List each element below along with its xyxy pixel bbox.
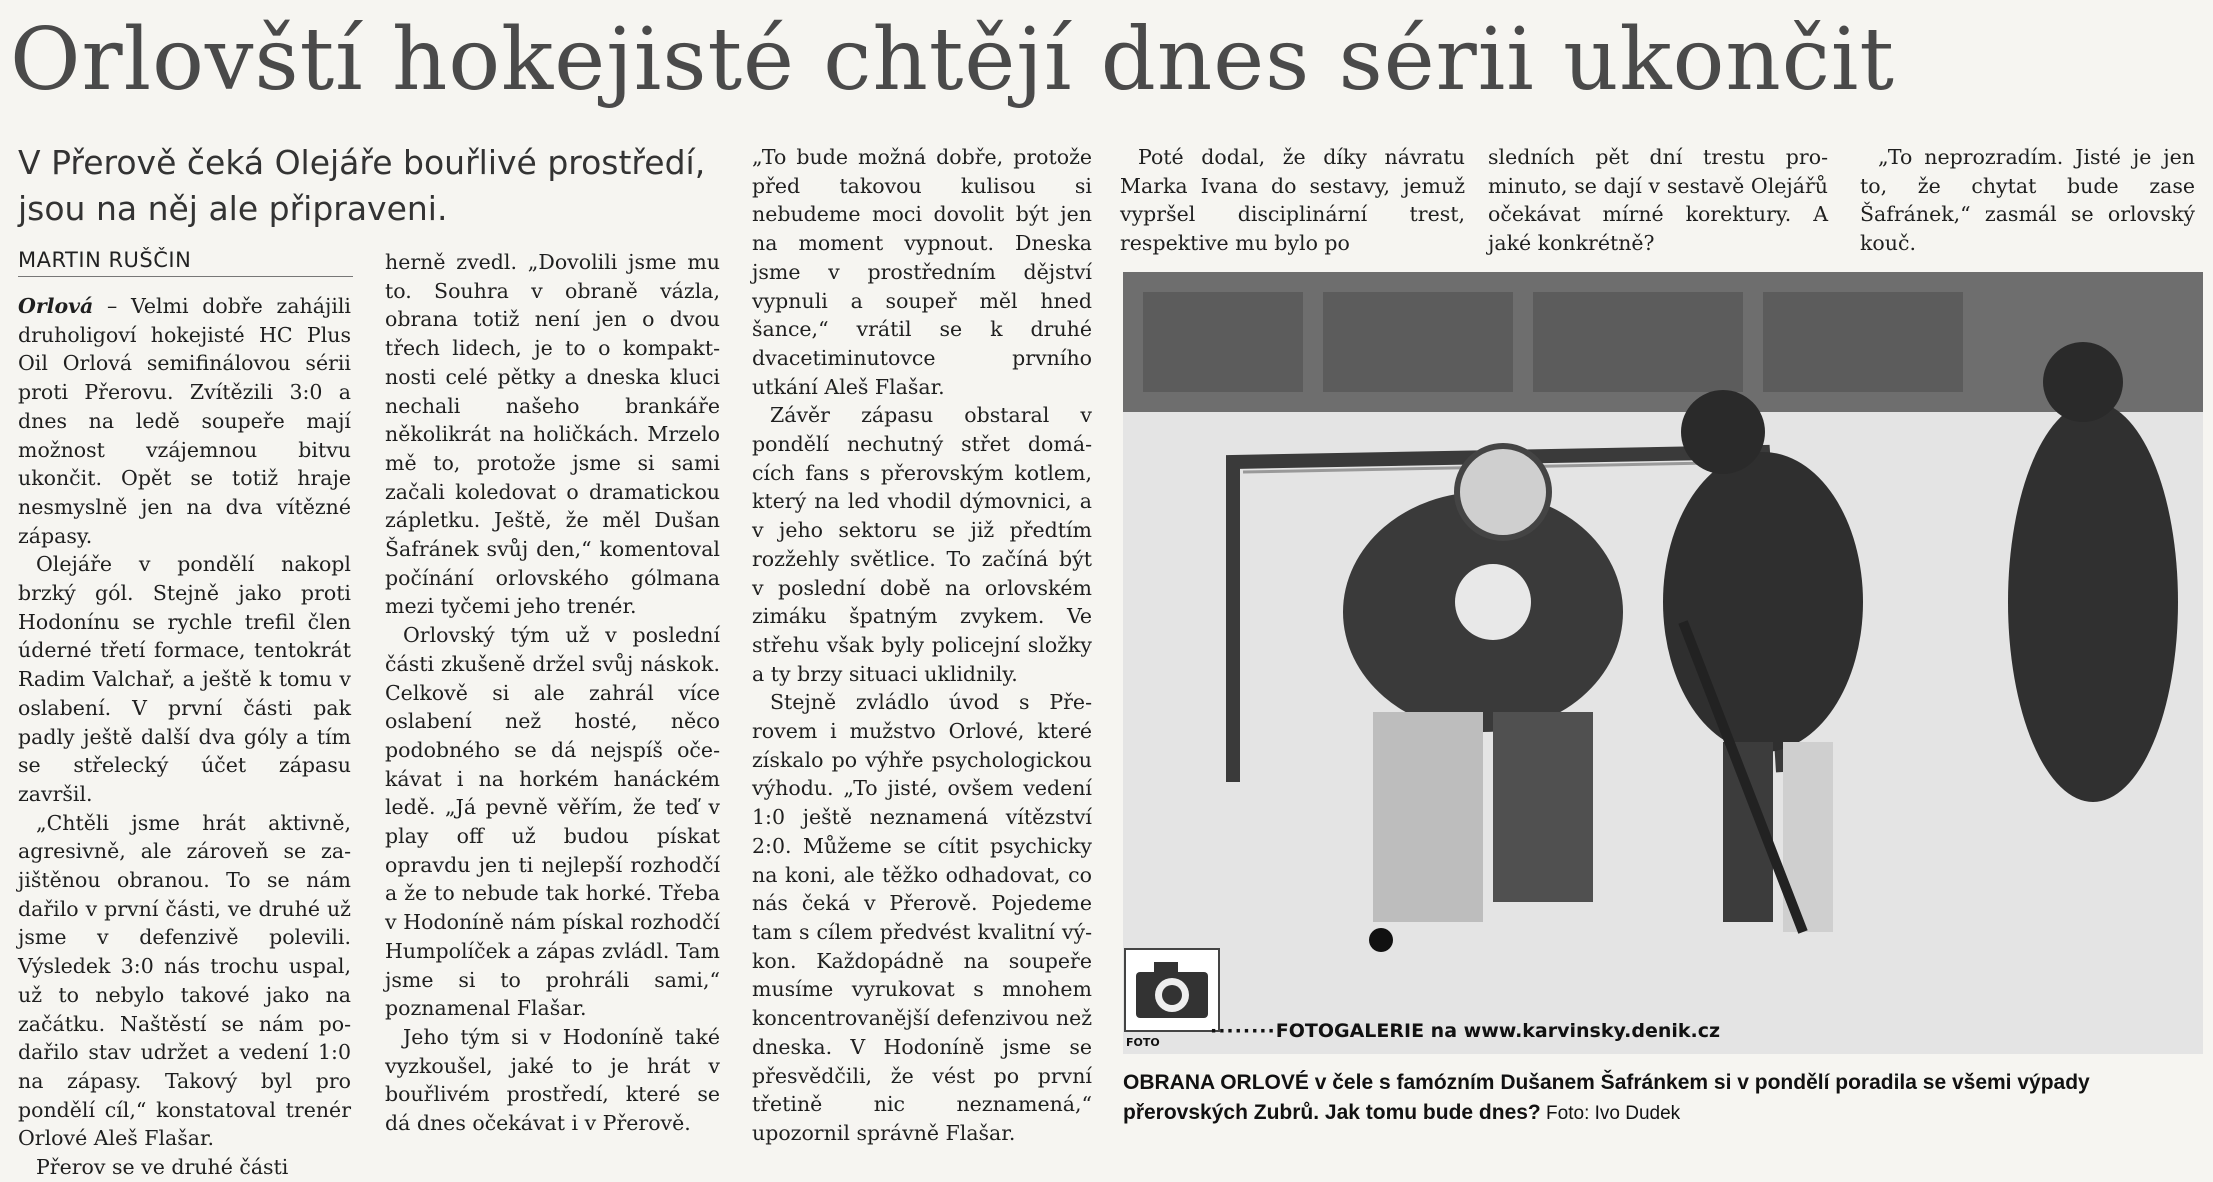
caption-head: OBRANA ORLOVÉ: [1123, 1071, 1309, 1094]
goalie-mask: [1457, 446, 1549, 538]
article-column-2: [385, 248, 720, 1138]
jersey-logo: [1455, 564, 1531, 640]
paragraph: [18, 292, 351, 550]
paragraph: sledních pět dní trestu prominuto, se dají v sestavě Olejářů očekávat mírné korektury. A jaké konkrétně?: [1488, 145, 1828, 256]
paragraph: Olejáře v pondělí nakopl brzký gól. Stejně jako proti Hodonínu se rychle trefil člen úderné třetí formace, tentokrát Radim Valchař, a ještě k tomu v oslabení. V první části pak padly ještě další dva góly a tím se střelecký účet zápasu završil.: [18, 552, 351, 806]
arena-panel: [1143, 292, 1303, 392]
goalie-pad-right: [1493, 712, 1593, 902]
hockey-photo: [1123, 272, 2203, 1054]
camera-icon: [1124, 948, 1220, 1032]
caption-text: v čele s famózním Dušanem Šafránkem si v pondělí poradila se všemi výpady přerovských Zubrů. Jak tomu bude dnes?: [1123, 1071, 2090, 1124]
goalie-pad-left: [1373, 712, 1483, 922]
photo-credit: Foto: Ivo Dudek: [1540, 1103, 1681, 1124]
byline: MARTIN RUŠČIN: [18, 248, 353, 277]
paragraph: Závěr zápasu obstaral v pondělí nechutný střet domácích fans s přerovským kotlem, který na led vhodil dýmovnici, a v jeho sektoru se již předtím rozžehly světlice. To začíná být v poslední době na orlovském zimáku špatným zvykem. Ve střehu však byly policejní složky a ty brzy situaci uklidnily.: [752, 403, 1092, 686]
arena-panel: [1323, 292, 1513, 392]
article-column-5: [1488, 143, 1828, 258]
hockey-scene-illustration: [1123, 272, 2203, 1054]
gallery-dots: ········: [1210, 1020, 1276, 1042]
skater-body: [1663, 452, 1863, 752]
paragraph: Poté dodal, že díky návratu Marka Ivana do sestavy, jemuž vypršel disciplinární trest, respektive mu bylo po: [1120, 145, 1465, 256]
camera-lens: [1162, 985, 1182, 1005]
subheadline: V Přerově čeká Olejáře bouřlivé prostředí, jsou na něj ale připraveni.: [18, 143, 706, 228]
skater-right: [2008, 402, 2178, 802]
foto-label: FOTO: [1126, 1036, 1160, 1049]
paragraph: Orlovský tým už v poslední části zkušeně držel svůj náskok. Celkově si ale zahrál více oslabení než hosté, něco podobného se dá nejspíš očekávat i na horkém hanáckém ledě. „Já pevně věřím, že teď v play off už budou pískat opravdu jen ti nejlepší rozhodčí a že to nebude tak horké. Třeba v Hodoníně nám pískal rozhodčí Humpolíček a zápas zvládl. Tam jsme si to prohráli sami,“ poznamenal Flašar.: [385, 623, 720, 1021]
gallery-text: FOTOGALERIE na www.karvinsky.denik.cz: [1275, 1020, 1721, 1042]
paragraph-text: – Velmi dobře zahájili druholigoví hokejisté HC Plus Oil Orlová semifinálovou sérii proti Přerovu. Zvítězili 3:0 a dnes na ledě soupeře mají možnost vzájemnou bitvu ukončit. Opět se totiž hraje nesmyslně jen na dva vítězné zápasy.: [18, 294, 351, 548]
paragraph: Stejně zvládlo úvod s Přerovem i mužstvo Orlové, které získalo po výhře psychologickou výhodu. „To jisté, ovšem vedení 1:0 ještě neznamená vítězství 2:0. Můžeme se cítit psychicky na koni, ale těžko odhadovat, co nás čeká v Přerově. Pojedeme tam s cílem předvést kvalitní výkon. Každopádně na soupeře musíme vyrukovat s mnohem koncentrovanější defenzivou než dneska. V Hodoníně jsme se přesvědčili, že vést po první třetině nic neznamená,“ upozornil správně Flašar.: [752, 690, 1092, 1145]
headline: Orlovští hokejisté chtějí dnes sérii ukončit: [10, 10, 1895, 110]
dateline-location: Orlová: [18, 294, 94, 318]
skater-helmet: [1681, 390, 1765, 474]
camera-icon-graphic: [1126, 950, 1218, 1030]
skater-helmet: [2043, 342, 2123, 422]
paragraph: „Chtěli jsme hrát aktivně, agresivně, ale zároveň se zajištěnou obranou. To se nám dařilo v první části, ve druhé už jsme v defenzivě polevili. Výsledek 3:0 nás trochu uspal, už to nebylo takové jako na začátku. Naštěstí se nám podařilo stav udržet a vedení 1:0 na zápasy. Takový byl pro pondělí cíl,“ konstatoval trenér Orlové Aleš Flašar.: [18, 810, 351, 1151]
photo-caption: [1123, 1068, 2203, 1129]
camera-top: [1154, 962, 1178, 974]
article-column-4: [1120, 143, 1465, 258]
paragraph: Přerov se ve druhé části: [36, 1155, 289, 1180]
paragraph: „To neprozradím. Jisté je jen to, že chytat bude zase Šafránek,“ zasmál se orlovský kouč.: [1860, 145, 2195, 256]
article-column-6: [1860, 143, 2195, 258]
photo-gallery-link[interactable]: [1210, 1020, 1720, 1042]
paragraph: „To bude možná dobře, protože před takovou kulisou si nebudeme moci dovolit být jen na moment vypnout. Dneska jsme v prostředním dějství vypnuli a soupeř měl hned šance,“ vrátil se k druhé dvacetiminutovce prvního utkání Aleš Flašar.: [752, 145, 1092, 399]
arena-panel: [1533, 292, 1743, 392]
hockey-puck: [1369, 928, 1393, 952]
paragraph: Jeho tým si v Hodoníně také vyzkoušel, jaké to je hrát v bouřlivém prostředí, které se dá dnes očekávat i v Přerově.: [385, 1024, 720, 1136]
paragraph: herně zvedl. „Dovolili jsme mu to. Souhra v obraně vázla, obrana totiž není jen o dvou třech lidech, je to o kompaktnosti celé pětky a dneska kluci nechali našeho brankáře několikrát na holičkách. Mrzelo mě to, protože jsme si sami začali koledovat o dramatickou zápletku. Ještě, že měl Dušan Šafránek svůj den,“ komentoval počínání orlovského gólmana mezi tyčemi jeho trenér.: [385, 250, 720, 619]
arena-panel: [1763, 292, 1963, 392]
article-column-3: [752, 143, 1092, 1148]
article-column-1: [18, 292, 351, 1182]
